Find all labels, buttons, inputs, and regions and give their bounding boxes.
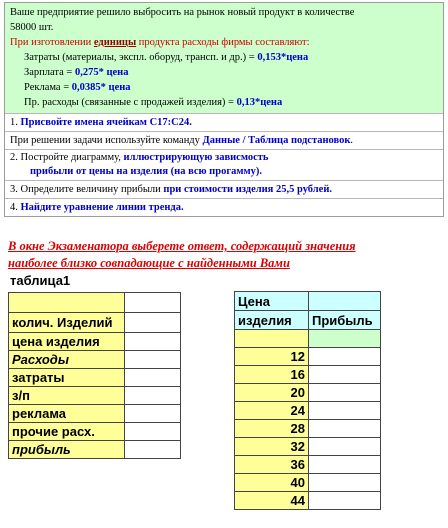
table-row [235, 456, 381, 474]
cost-item-other [10, 95, 443, 110]
table-row [235, 438, 381, 456]
table1-label-cell[interactable]: прибыль [9, 441, 125, 459]
table-row [9, 351, 181, 369]
table-row [9, 423, 181, 441]
profit-cell[interactable] [309, 456, 381, 474]
price-cell[interactable]: 16 [235, 366, 309, 384]
price-cell[interactable]: 36 [235, 456, 309, 474]
table-row [9, 293, 181, 313]
price-cell[interactable]: 40 [235, 474, 309, 492]
table-row [9, 441, 181, 459]
profit-cell[interactable] [309, 384, 381, 402]
costs-pre: При изготовлении [10, 37, 94, 48]
price-cell[interactable]: 44 [235, 492, 309, 510]
cost-item-value: 0,275* цена [74, 67, 129, 78]
price-header-line-2[interactable]: изделия [235, 311, 309, 330]
price-cell[interactable]: 32 [235, 438, 309, 456]
step-text: Присвойте имена ячейкам C17:C24. [20, 117, 192, 128]
table1-label-cell[interactable]: прочие расх. [9, 423, 125, 441]
step-bold: при стоимости изделия 25,5 рублей. [163, 184, 333, 195]
step-text-a: иллюстрирующую зависмость [123, 152, 269, 163]
table1-value-cell[interactable] [125, 423, 181, 441]
table1-label-cell[interactable] [9, 293, 125, 313]
step-text: 3. Определите величину прибыли [10, 184, 164, 195]
table1-label-cell[interactable]: колич. Изделий [9, 313, 125, 333]
step-text-b: прибыли от цены на изделия (на всю прогамму). [30, 166, 263, 177]
table1-value-cell[interactable] [125, 405, 181, 423]
profit-cell[interactable] [309, 420, 381, 438]
table1-value-cell[interactable] [125, 369, 181, 387]
hint-row [5, 131, 443, 149]
hint-command: Данные / Таблица подстановок [202, 135, 351, 146]
price-header-line-1[interactable]: Цена [235, 292, 309, 311]
table1-value-cell[interactable] [125, 333, 181, 351]
table-row [235, 330, 381, 348]
table-row [9, 369, 181, 387]
price-cell[interactable]: 20 [235, 384, 309, 402]
table-row [235, 384, 381, 402]
table1-label-cell[interactable]: затраты [9, 369, 125, 387]
profit-cell[interactable] [309, 438, 381, 456]
table-row [235, 474, 381, 492]
step-1 [5, 113, 443, 131]
cost-item-label: Реклама = [24, 82, 72, 93]
table1-label-cell[interactable]: реклама [9, 405, 125, 423]
table1-value-cell[interactable] [125, 293, 181, 313]
table1-label-cell[interactable]: цена изделия [9, 333, 125, 351]
price-cell[interactable]: 28 [235, 420, 309, 438]
table1-value-cell[interactable] [125, 351, 181, 369]
hint-pre: При решении задачи используйте команду [10, 135, 203, 146]
hint-post: . [350, 135, 354, 146]
intro-line-2: 58000 шт. [10, 22, 54, 33]
table-header-row [235, 311, 381, 330]
profit-header-blank[interactable] [309, 292, 381, 311]
table-row [9, 313, 181, 333]
notice-line-1: В окне Экзаменатора выберете ответ, содержащий значения [8, 239, 356, 253]
table1-label-cell[interactable]: з/п [9, 387, 125, 405]
cost-item-label: Пр. расходы (связанные с продажей изделия) = [24, 97, 237, 108]
table-row [235, 492, 381, 510]
cost-item-label: Затраты (материалы, экспл. оборуд, трансп. и др.) = [24, 52, 258, 63]
costs-heading [10, 35, 443, 50]
table-header-row [235, 292, 381, 311]
cost-item-value: 0,13*цена [236, 97, 283, 108]
table-row [235, 402, 381, 420]
table2 [234, 291, 381, 510]
profit-header[interactable]: Прибыль [309, 311, 381, 330]
table-row [235, 420, 381, 438]
step-4 [5, 198, 443, 216]
price-cell[interactable]: 12 [235, 348, 309, 366]
profit-cell[interactable] [309, 492, 381, 510]
examiner-notice [8, 238, 444, 272]
intro-line-1: Ваше предприятие решило выбросить на рынок новый продукт в количестве [10, 7, 355, 18]
step-3 [5, 180, 443, 198]
table-row [9, 405, 181, 423]
price-cell[interactable] [235, 330, 309, 348]
table-row [9, 333, 181, 351]
profit-cell[interactable] [309, 330, 381, 348]
price-cell[interactable]: 24 [235, 402, 309, 420]
profit-cell[interactable] [309, 474, 381, 492]
cost-item-advertising [10, 80, 443, 95]
step-text: Найдите уравнение линии тренда. [20, 202, 184, 213]
step-2 [5, 149, 443, 180]
cost-item-salary [10, 65, 443, 80]
table1 [8, 292, 181, 459]
profit-cell[interactable] [309, 366, 381, 384]
table1-value-cell[interactable] [125, 313, 181, 333]
costs-post: продукта расходы фирмы составляют: [136, 37, 310, 48]
table1-value-cell[interactable] [125, 441, 181, 459]
table1-label-cell[interactable]: Расходы [9, 351, 125, 369]
step-number: 1. [10, 117, 21, 128]
task-description [4, 2, 444, 217]
cost-item-value: 0,153*цена [257, 52, 309, 63]
cost-item-value: 0,0385* цена [71, 82, 131, 93]
profit-cell[interactable] [309, 348, 381, 366]
task-conditions [5, 3, 443, 113]
table-row [9, 387, 181, 405]
table1-value-cell[interactable] [125, 387, 181, 405]
table-row [235, 348, 381, 366]
table1-title: таблица1 [10, 273, 71, 288]
cost-item-label: Зарплата = [24, 67, 75, 78]
step-number: 4. [10, 202, 21, 213]
step-number: 2. Постройте диаграмму, [10, 152, 124, 163]
notice-line-2: наиболее близко совпадающие с найденными Вами [8, 256, 290, 270]
cost-item-materials [10, 50, 443, 65]
costs-unit: единицы [93, 37, 137, 48]
profit-cell[interactable] [309, 402, 381, 420]
table-row [235, 366, 381, 384]
